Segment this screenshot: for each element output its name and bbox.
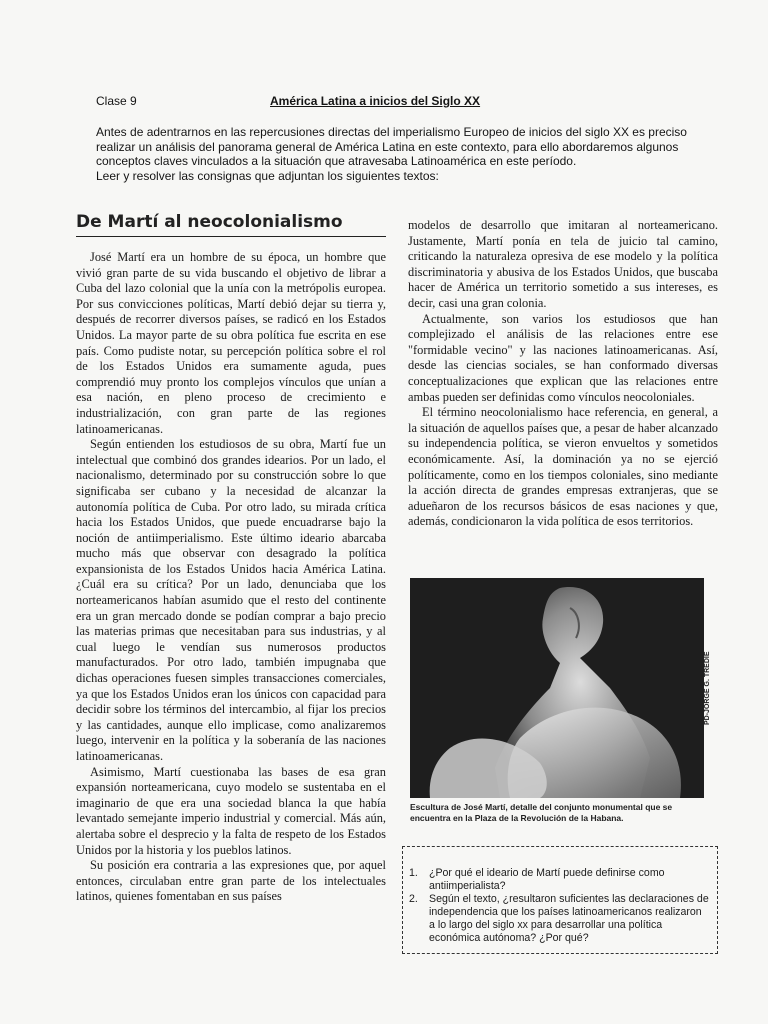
article-right-column [408,218,718,530]
questions-box [402,846,718,954]
article-paragraph: Su posición era contraria a las expresiones que, por aquel entonces, circulaban entre gran parte de los intelectuales latinos, quienes fomentaban en sus países [76,858,386,904]
article-paragraph: modelos de desarrollo que imitaran al norteamericano. Justamente, Martí ponía en tela de juicio tal camino, criticando la naturaleza opresiva de ese modelo y la política discriminatoria y abusiva de los Estados Unidos, que buscaba hacer de América un territorio sometido a sus intereses, es decir, casi una gran colonia. [408,218,718,310]
photo-credit: PD-JORGE G. TREDIE [704,651,711,725]
article-paragraph: José Martí era un hombre de su época, un hombre que vivió gran parte de su vida buscando el objetivo de librar a Cuba del lazo colonial que la unía con la metrópolis europea. Por sus convicciones políticas, Martí debió dejar su tierra y, después de recorrer diversos países, se radicó en los Estados Unidos. La mayor parte de su obra política fue escrita en ese país. Como pudiste notar, su percepción política sobre el rol de los Estados Unidos era sumamente aguda, pues comprendió muy pronto los complejos vínculos que unían a esa nación, en pleno proceso de crecimiento e industrialización, con gran parte de las regiones latinoamericanas. [76,250,386,436]
page-title: América Latina a inicios del Siglo XX [270,94,481,108]
photo-caption: Escultura de José Martí, detalle del conjunto monumental que se encuentra en la Plaza de la Revolución de la Habana. [410,802,673,823]
class-label: Clase 9 [96,94,137,108]
page-header [96,94,696,112]
question-item [409,893,709,945]
question-text: ¿Por qué el ideario de Martí puede definirse como antiimperialista? [429,867,665,892]
article-paragraph: El término neocolonialismo hace referencia, en general, a la situación de aquellos países que, a pesar de haber alcanzado su independencia política, se vieron envueltos y sometidos económicamente. Así, la dominación ya no se ejerció políticamente, como en los tiempos coloniales, sino mediante la acción directa de grandes empresas extranjeras, que se adueñaron de los recursos básicos de esas naciones y que, además, condicionaron la vida política de esos territorios. [408,405,718,529]
intro-instruction: Leer y resolver las consignas que adjuntan los siguientes textos: [96,168,439,183]
questions-list [409,867,709,945]
question-item [409,867,709,893]
article-title: De Martí al neocolonialismo [76,212,386,237]
question-number: 2. [409,893,418,905]
question-text: Según el texto, ¿resultaron suficientes las declaraciones de independencia que los países latinoamericanos realizaron a lo largo del siglo xx para desarrollar una política económica autónoma? ¿Por qué? [429,893,709,944]
question-number: 1. [409,867,418,879]
article-paragraph: Asimismo, Martí cuestionaba las bases de esa gran expansión norteamericana, cuyo modelo se sustentaba en el imaginario de que era una sociedad blanca la que había levantado semejante imperio industrial y comercial. Más aún, alertaba sobre el desprecio y la falta de respeto de los Estados Unidos por la historia y los pueblos latinos. [76,764,386,857]
article-paragraph: Según entienden los estudiosos de su obra, Martí fue un intelectual que combinó dos grandes idearios. Por un lado, el nacionalismo, determinado por su construcción sobre lo que significaba ser cubano y la necesidad de alcanzar la autonomía política de Cuba. Por otro lado, su mirada crítica hacia los Estados Unidos, que puede encuadrarse bajo la noción de antiimperialismo. Este último ideario abarcaba mucho más que observar con desagrado la política expansionista de los Estados Unidos hacia América Latina. ¿Cuál era su crítica? Por un lado, denunciaba que los norteamericanos habían asumido que el resto del continente era un gran mercado donde se podían comprar a bajo precio las materias primas que necesitaban para sus industrias, y al cual luego le vendían sus numerosos productos manufacturados. Por otro lado, también impugnaba que dichas operaciones fuesen simples transacciones comerciales, ya que los Estados Unidos eran los únicos con capacidad para decidir sobre los términos del intercambio, al fijar los precios y las cantidades, aunque ello implicase, como analizaremos luego, intervenir en la política y la soberanía de las naciones latinoamericanas. [76,437,386,763]
sculpture-photo [410,578,704,798]
article-left-column [76,250,386,905]
sculpture-image [410,578,704,798]
intro-paragraph: Antes de adentrarnos en las repercusiones directas del imperialismo Europeo de inicios del siglo XX es preciso realizar un análisis del panorama general de América Latina en este contexto, para ello abordaremos algunos conceptos claves vinculados a la situación que atravesaba Latinoamérica en este período. [96,125,687,168]
article-paragraph: Actualmente, son varios los estudiosos que han complejizado el análisis de las relaciones entre ese "formidable vecino" y las naciones latinoamericanas. Así, desde las ciencias sociales, se han conformado diversas conceptualizaciones que explican que las relaciones entre ambas pueden ser definidas como vínculos neocoloniales. [408,311,718,404]
intro-block [96,125,720,183]
